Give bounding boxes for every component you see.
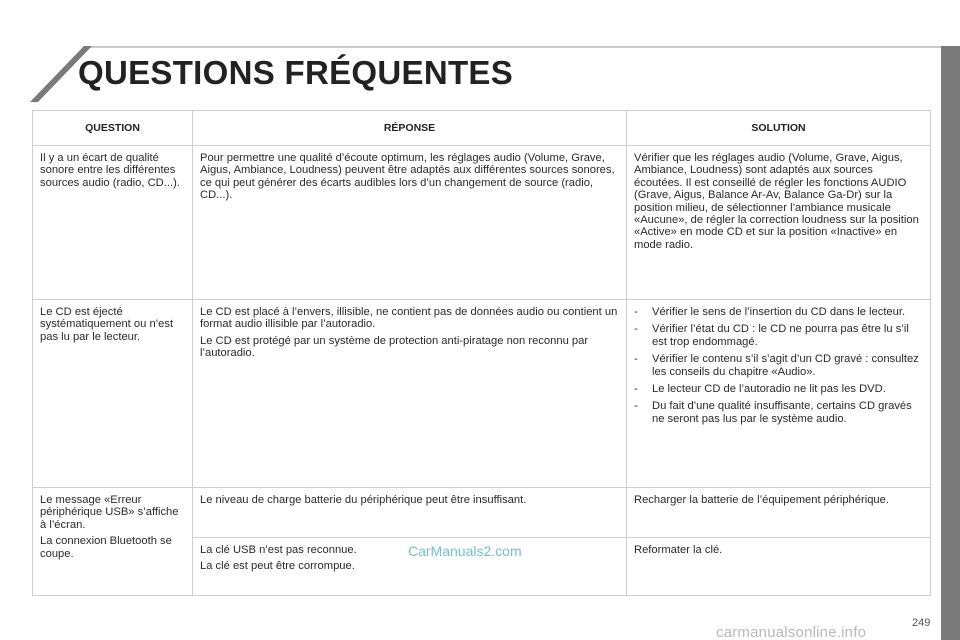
question-text: Le message «Erreur périphérique USB» s’affiche à l’écran. — [40, 494, 179, 531]
response-text: Le CD est placé à l’envers, illisible, ne contient pas de données audio ou contient un format audio illisible par l’autoradio. — [200, 306, 618, 331]
list-item — [634, 353, 922, 378]
solution-list — [634, 306, 922, 425]
response-cell — [193, 146, 627, 300]
page-title: QUESTIONS FRÉQUENTES — [78, 54, 514, 91]
solution-cell — [627, 146, 931, 300]
solution-item-text: Vérifier le sens de l’insertion du CD dans le lecteur. — [652, 306, 906, 318]
response-text: Le CD est protégé par un système de protection anti-piratage non reconnu par l’autoradio. — [200, 334, 589, 360]
watermark: CarManuals2.com — [408, 543, 522, 559]
solution-cell — [627, 488, 931, 538]
faq-table — [32, 110, 931, 596]
dash-bullet: - — [634, 323, 638, 336]
header-rule — [84, 46, 942, 48]
dash-bullet: - — [634, 353, 638, 366]
solution-text: Vérifier que les réglages audio (Volume, Grave, Aigus, Ambiance, Loudness) sont adaptés aux sources écoutées. Il est conseillé de régler les fonctions AUDIO (Grave, Aigus, Balance Ar-Av, Balance Ga-Dr) sur la position milieu, de sélectionner l’ambiance musicale «Aucune», de régler la correction loudness sur la position «Active» en mode CD et sur la position «Inactive» en mode radio. — [634, 152, 919, 251]
side-tab — [941, 46, 960, 640]
footer-watermark: carmanualsonline.info — [716, 624, 867, 640]
header-solution: SOLUTION — [627, 111, 931, 146]
solution-item-text: Le lecteur CD de l’autoradio ne lit pas les DVD. — [652, 383, 886, 396]
side-tab-top — [941, 0, 960, 46]
question-text: Il y a un écart de qualité sonore entre les différentes sources audio (radio, CD...). — [40, 152, 180, 189]
response-text: Le niveau de charge batterie du périphérique peut être insuffisant. — [200, 494, 527, 506]
solution-text: Recharger la batterie de l’équipement périphérique. — [634, 494, 889, 506]
dash-bullet: - — [634, 306, 638, 318]
list-item — [634, 323, 922, 348]
question-text: La connexion Bluetooth se coupe. — [40, 535, 172, 560]
response-text: La clé est peut être corrompue. — [200, 560, 355, 573]
question-text: Le CD est éjecté systématiquement ou n’est pas lu par le lecteur. — [40, 306, 174, 343]
list-item — [634, 400, 922, 425]
question-cell — [33, 300, 193, 488]
solution-item-text: Vérifier le contenu s’il s’agit d’un CD gravé : consultez les conseils du chapitre «Audio». — [652, 353, 919, 378]
solution-cell — [627, 538, 931, 596]
header-question: QUESTION — [33, 111, 193, 146]
table-row — [33, 300, 931, 488]
table-header-row — [33, 111, 931, 146]
list-item — [634, 383, 922, 395]
solution-text: Reformater la clé. — [634, 544, 723, 556]
response-cell — [193, 488, 627, 538]
question-cell — [33, 146, 193, 300]
page-number: 249 — [912, 617, 931, 629]
table-row — [33, 488, 931, 538]
dash-bullet: - — [634, 383, 638, 396]
response-text: La clé USB n’est pas reconnue. — [200, 544, 357, 556]
solution-item-text: Vérifier l’état du CD : le CD ne pourra pas être lu s’il est trop endommagé. — [652, 323, 909, 348]
response-cell — [193, 300, 627, 488]
dash-bullet: - — [634, 400, 638, 413]
solution-cell — [627, 300, 931, 488]
list-item — [634, 306, 922, 318]
response-text: Pour permettre une qualité d’écoute optimum, les réglages audio (Volume, Grave, Aigus, Ambiance, Loudness) peuvent être adaptés aux différentes sources sonores, ce qui peut générer des écarts audibles lors d’un changement de source (radio, CD...). — [200, 152, 615, 202]
header-response: RÉPONSE — [193, 111, 627, 146]
question-cell — [33, 488, 193, 596]
solution-item-text: Du fait d’une qualité insuffisante, certains CD gravés ne seront pas lus par le système audio. — [652, 400, 912, 425]
table-row — [33, 146, 931, 300]
